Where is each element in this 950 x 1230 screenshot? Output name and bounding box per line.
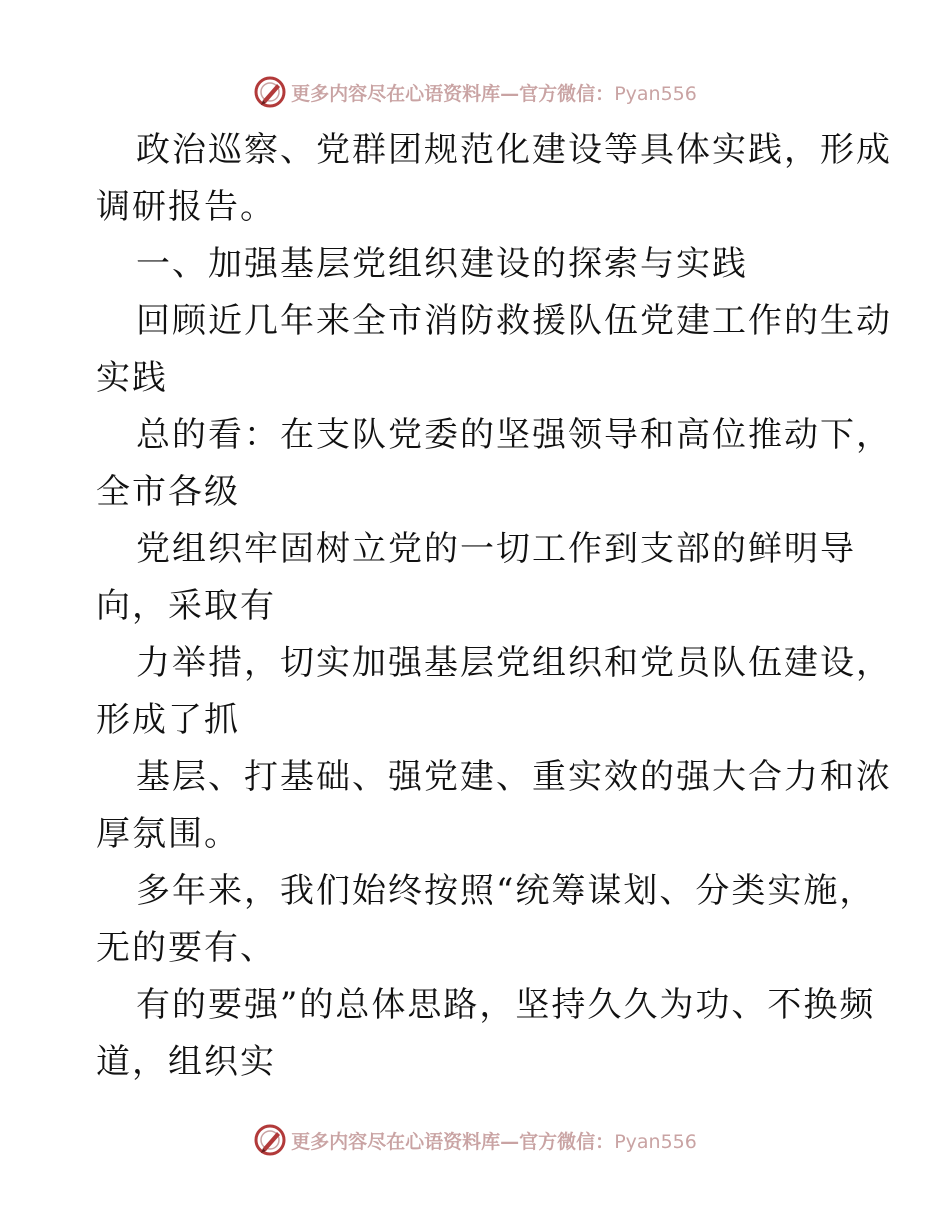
paragraph-line: 形成了抓 (96, 700, 240, 740)
paragraph-line: 多年来，我们始终按照“统筹谋划、分类实施， (136, 871, 876, 911)
header-banner-text (291, 79, 697, 106)
document-body (96, 122, 892, 1091)
section-heading: 一、加强基层党组织建设的探索与实践 (136, 244, 748, 284)
paragraph-line: 无的要有、 (96, 928, 276, 968)
paragraph-line: 调研报告。 (96, 187, 276, 227)
paragraph-line: 力举措，切实加强基层党组织和党员队伍建设， (136, 643, 892, 683)
footer-banner (0, 1120, 950, 1160)
banner-wechat-id: Pyan556 (614, 82, 697, 105)
banner-site-name: 更多内容尽在心语资料库 (291, 82, 501, 105)
footer-banner-text (291, 1127, 697, 1154)
paragraph-line: 道，组织实 (96, 1042, 276, 1082)
header-banner (0, 72, 950, 112)
banner-wechat-label: 官方微信： (519, 1130, 615, 1153)
pen-circle-logo-icon (253, 75, 287, 109)
paragraph-line: 全市各级 (96, 472, 240, 512)
banner-separator: — (500, 1130, 520, 1153)
banner-site-name: 更多内容尽在心语资料库 (291, 1130, 501, 1153)
pen-circle-logo-icon (253, 1123, 287, 1157)
banner-wechat-id: Pyan556 (614, 1130, 697, 1153)
paragraph-line: 政治巡察、党群团规范化建设等具体实践，形成 (136, 130, 892, 170)
paragraph-line: 回顾近几年来全市消防救援队伍党建工作的生动 (136, 301, 892, 341)
paragraph-line: 有的要强”的总体思路，坚持久久为功、不换频 (136, 985, 876, 1025)
paragraph-line: 向，采取有 (96, 586, 276, 626)
banner-separator: — (500, 82, 520, 105)
paragraph-line: 厚氛围。 (96, 814, 240, 854)
paragraph-line: 党组织牢固树立党的一切工作到支部的鲜明导 (136, 529, 856, 569)
paragraph-line: 总的看：在支队党委的坚强领导和高位推动下， (136, 415, 892, 455)
paragraph-line: 基层、打基础、强党建、重实效的强大合力和浓 (136, 757, 892, 797)
banner-wechat-label: 官方微信： (519, 82, 615, 105)
paragraph-line: 实践 (96, 358, 168, 398)
